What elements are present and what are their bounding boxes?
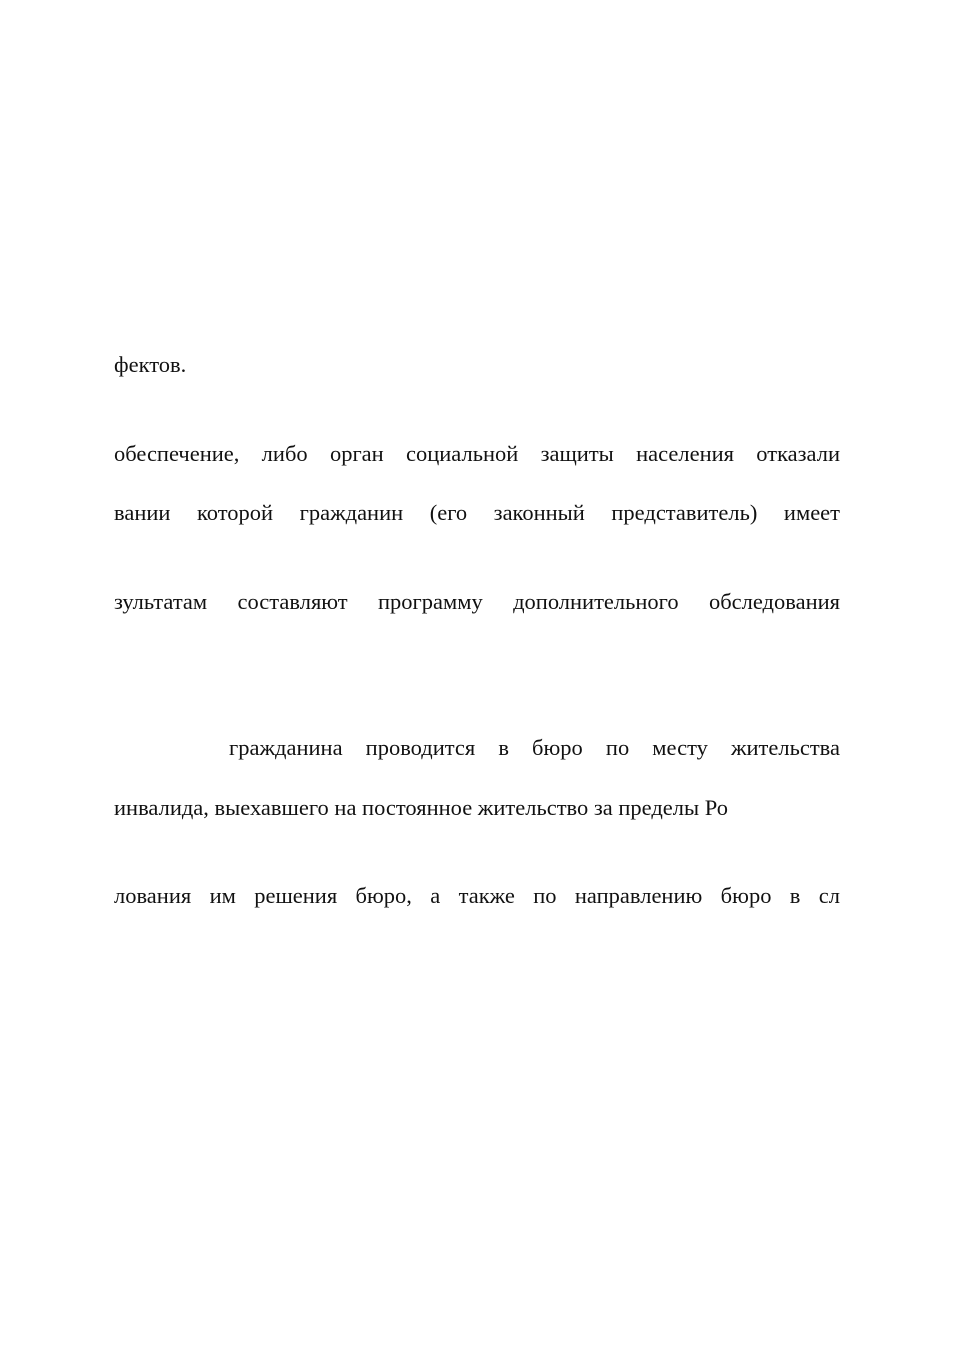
text-line-5: гражданина проводится в бюро по месту жительства (229, 735, 840, 760)
text-line-7: лования им решения бюро, а также по направлению бюро в сл (114, 883, 840, 908)
text-line-4: зультатам составляют программу дополнительного обследования (114, 589, 840, 614)
text-line-1: фектов. (114, 352, 187, 377)
text-line-2: обеспечение, либо орган социальной защиты населения отказали (114, 441, 840, 466)
text-line-3: вании которой гражданин (его законный представитель) имеет (114, 500, 840, 525)
text-line-6: инвалида, выехавшего на постоянное жительство за пределы Ро (114, 795, 728, 820)
